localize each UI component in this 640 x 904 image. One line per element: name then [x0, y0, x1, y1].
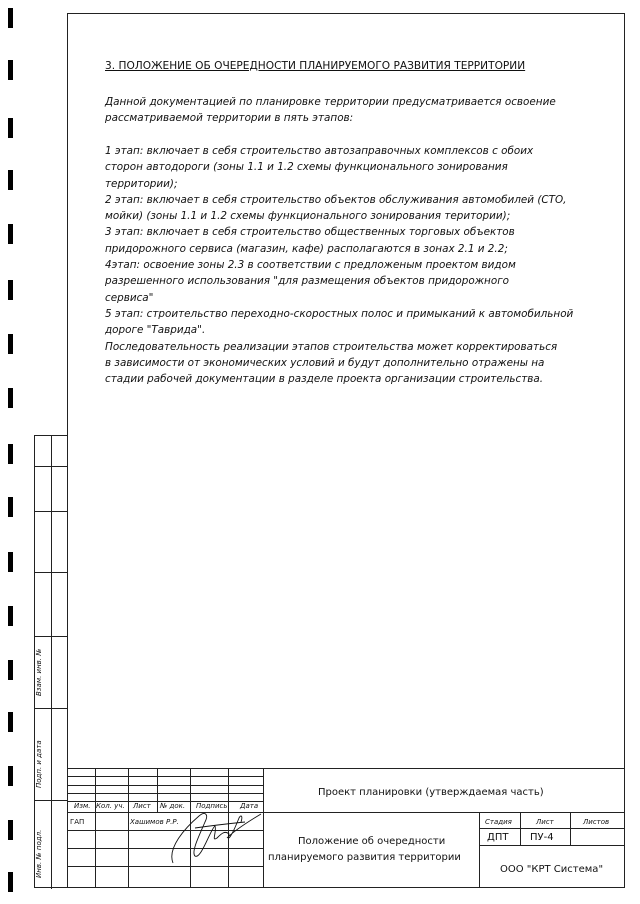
tb-line: [479, 845, 625, 846]
tb-header-ndok: № док.: [160, 802, 186, 810]
tb-line: [570, 812, 571, 845]
binding-mark: [8, 170, 13, 190]
tb-line: [67, 785, 263, 786]
tb-header-podpis: Подпись: [196, 802, 228, 810]
section-title-line1: Положение об очередности: [298, 836, 446, 847]
tb-line: [520, 812, 521, 845]
tb-line: [190, 768, 191, 813]
tb-line: [128, 812, 129, 888]
binding-mark: [8, 872, 13, 892]
binding-mark: [8, 712, 13, 732]
document-line: сервиса": [105, 291, 154, 304]
document-line: 1 этап: включает в себя строительство автозаправочных комплексов с обоих: [105, 144, 534, 157]
tb-line: [95, 768, 96, 888]
section-title-line2: планируемого развития территории: [268, 852, 461, 863]
binding-mark: [8, 660, 13, 680]
side-stamp: [34, 435, 67, 888]
tb-line: [67, 812, 625, 813]
tb-line: [67, 768, 625, 769]
tb-header-data: Дата: [240, 802, 259, 810]
document-line: Последовательность реализации этапов строительства может корректироваться: [105, 340, 558, 353]
binding-mark: [8, 334, 13, 354]
document-line: разрешенного использования "для размещения объектов придорожного: [105, 275, 510, 288]
tb-line: [157, 768, 158, 813]
binding-mark: [8, 224, 13, 244]
tb-line: [67, 776, 263, 777]
section-heading: 3. ПОЛОЖЕНИЕ ОБ ОЧЕРЕДНОСТИ ПЛАНИРУЕМОГО РАЗВИТИЯ ТЕРРИТОРИИ: [105, 60, 526, 72]
binding-mark: [8, 820, 13, 840]
tb-header-kol: Кол. уч.: [96, 802, 125, 810]
binding-mark: [8, 8, 13, 28]
binding-mark: [8, 552, 13, 572]
binding-mark: [8, 497, 13, 517]
document-line: в зависимости от экономических условий и будут дополнительно отражены на: [105, 356, 545, 369]
tb-company: ООО "КРТ Система": [500, 864, 604, 875]
tb-line: [479, 828, 625, 829]
tb-line: [128, 768, 129, 813]
signature-image: [165, 808, 265, 870]
tb-list-value: ПУ-4: [530, 832, 554, 843]
side-divider: [35, 572, 68, 573]
binding-mark: [8, 388, 13, 408]
document-line: стадии рабочей документации в разделе проекта организации строительства.: [105, 373, 544, 386]
tb-line: [228, 768, 229, 813]
document-line: рассматриваемой территории в пять этапов:: [105, 112, 354, 125]
side-divider: [35, 466, 68, 467]
project-title: Проект планировки (утверждаемая часть): [318, 787, 544, 798]
tb-header-list: Лист: [133, 802, 151, 810]
binding-mark: [8, 280, 13, 300]
binding-mark: [8, 60, 13, 80]
side-label-podp: Подп. и дата: [35, 740, 43, 788]
document-line: мойки) (зоны 1.1 и 1.2 схемы функционального зонирования територии);: [105, 210, 511, 223]
document-line: территории);: [105, 177, 178, 190]
tb-line: [67, 793, 263, 794]
side-label-vzam: Взам. инв. №: [35, 648, 43, 696]
binding-mark: [8, 118, 13, 138]
tb-listov-label: Листов: [583, 818, 610, 826]
tb-stadia-value: ДПТ: [487, 832, 509, 843]
binding-mark: [8, 444, 13, 464]
tb-line: [479, 812, 480, 888]
document-line: придорожного сервиса (магазин, кафе) располагаются в зонах 2.1 и 2.2;: [105, 242, 508, 255]
tb-role: ГАП: [70, 818, 85, 826]
document-line: Данной документацией по планировке территории предусматривается освоение: [105, 96, 556, 108]
document-line: 5 этап: строительство переходно-скоростных полос и примыканий к автомобильной: [105, 307, 574, 320]
tb-stadia-label: Стадия: [485, 818, 512, 826]
document-line: 2 этап: включает в себя строительство объектов обслуживания автомобилей (СТО,: [105, 193, 567, 206]
side-divider: [51, 636, 52, 889]
binding-marks: [8, 0, 16, 904]
document-line: 3 этап: включает в себя строительство общественных торговых объектов: [105, 226, 515, 239]
tb-list-label: Лист: [536, 818, 554, 826]
tb-person: Хашимов Р.Р.: [130, 818, 179, 826]
side-divider: [35, 511, 68, 512]
tb-header-izm: Изм.: [74, 802, 91, 810]
side-label-inv: Инв. № подл.: [35, 829, 43, 878]
binding-mark: [8, 766, 13, 786]
document-line: 4этап: освоение зоны 2.3 в соответствии с предложеным проектом видом: [105, 259, 516, 271]
binding-mark: [8, 606, 13, 626]
document-line: дороге "Таврида".: [105, 324, 206, 337]
document-line: сторон автодороги (зоны 1.1 и 1.2 схемы функционального зонирования: [105, 161, 508, 174]
